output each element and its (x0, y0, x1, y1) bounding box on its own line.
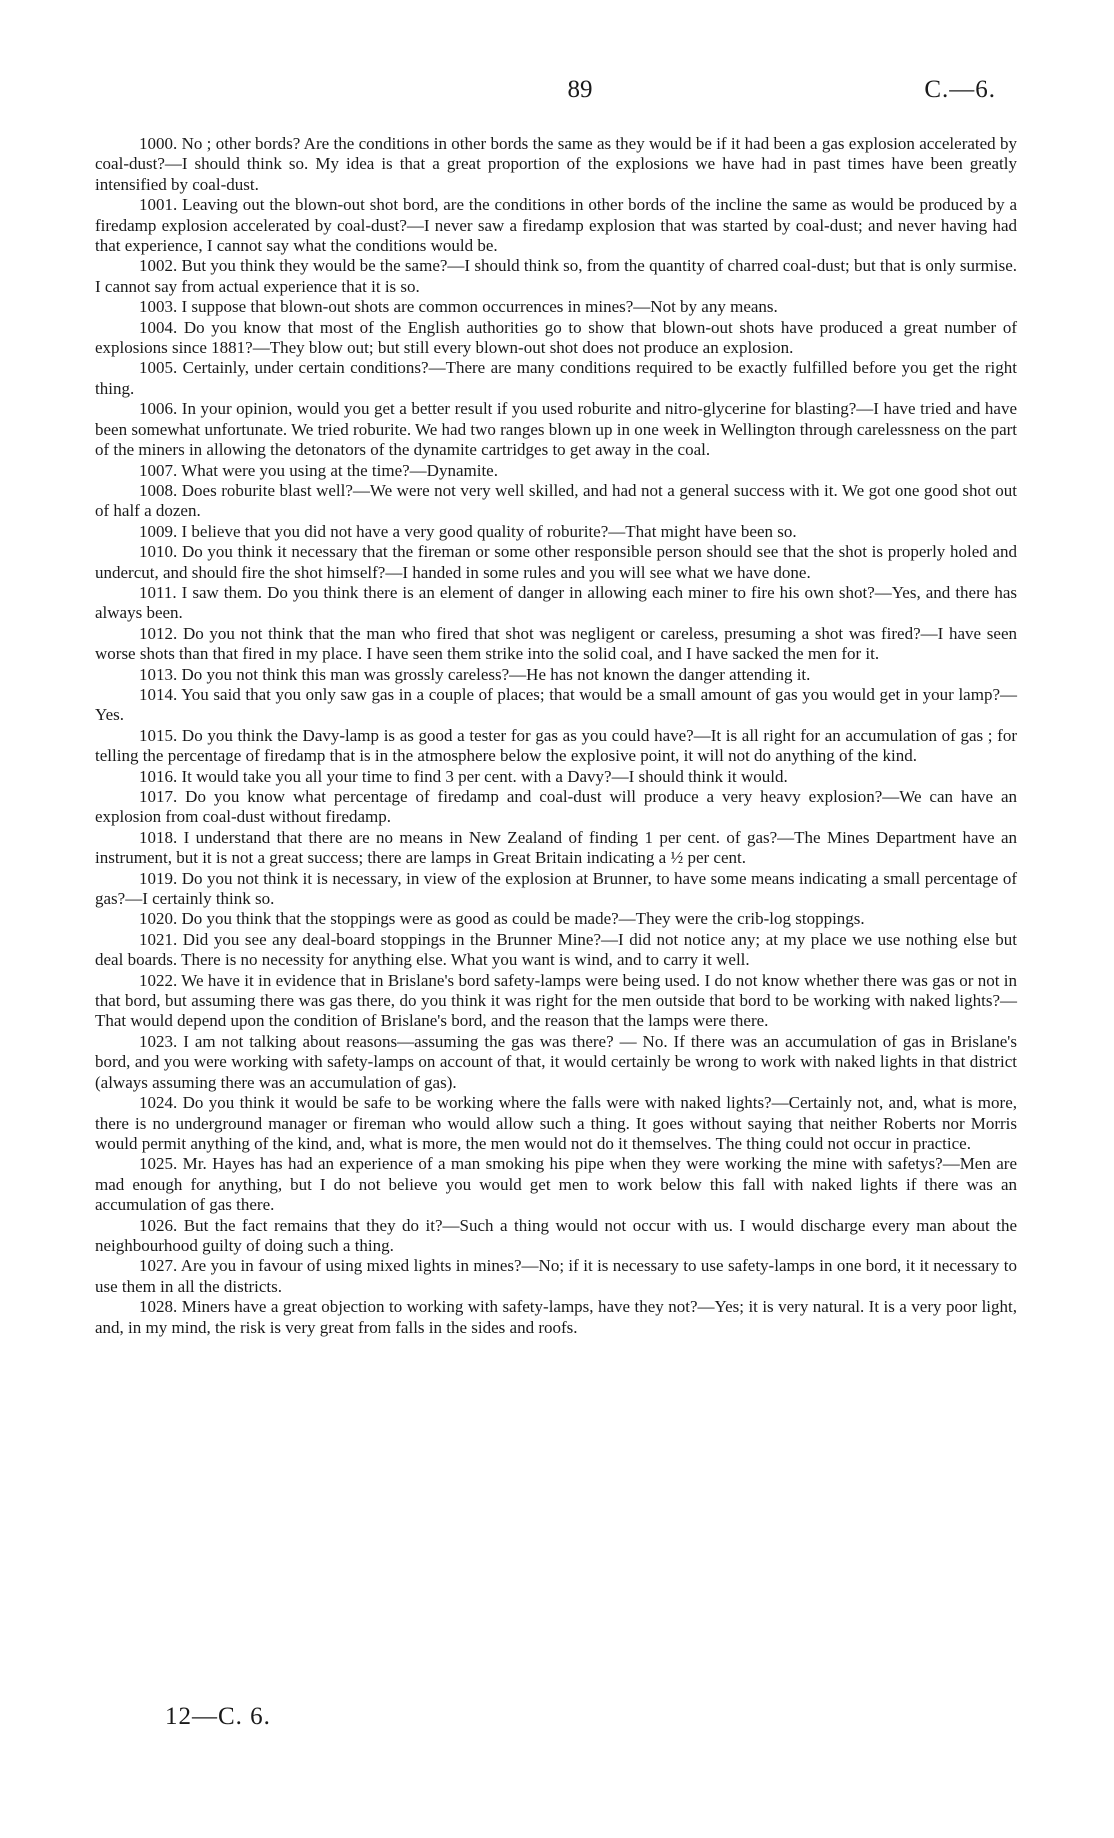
paragraph: 1028. Miners have a great objection to working with safety-lamps, have they not?—Yes; it is very natural. It is a very poor light, and, in my mind, the risk is very great from falls in the sides and roofs. (95, 1297, 1017, 1337)
paragraph: 1020. Do you think that the stoppings were as good as could be made?—They were the crib-log stoppings. (139, 909, 865, 929)
paragraph: 1002. But you think they would be the same?—I should think so, from the quantity of charred coal-dust; but that is only surmise. I cannot say from actual experience that it is so. (95, 256, 1017, 296)
paragraph: 1009. I believe that you did not have a very good quality of roburite?—That might have been so. (139, 521, 797, 541)
paragraph: 1005. Certainly, under certain conditions?—There are many conditions required to be exactly fulfilled before you get the right thing. (95, 358, 1017, 398)
page-number: 89 (567, 76, 593, 103)
paragraph: 1017. Do you know what percentage of firedamp and coal-dust will produce a very heavy explosion?—We can have an explosion from coal-dust without firedamp. (95, 787, 1017, 827)
paragraph: 1019. Do you not think it is necessary, in view of the explosion at Brunner, to have some means indicating a small percentage of gas?—I certainly think so. (95, 868, 1017, 909)
paragraph: 1003. I suppose that blown-out shots are common occurrences in mines?—Not by any means. (139, 297, 778, 317)
paragraph: 1010. Do you think it necessary that the fireman or some other responsible person should see that the shot is properly holed and undercut, and should fire the shot himself?—I handed in some rules and you will see what we have done. (95, 542, 1017, 582)
paragraph: 1000. No ; other bords? Are the conditions in other bords the same as they would be if it had been a gas explosion accelerated by coal-dust?—I should think so. My idea is that a great proportion of the explosions we have had in past times have been greatly intensified by coal-dust. (95, 134, 1017, 194)
paragraph: 1027. Are you in favour of using mixed lights in mines?—No; if it is necessary to use safety-lamps in one bord, it it necessary to use them in all the districts. (95, 1256, 1017, 1296)
paragraph: 1022. We have it in evidence that in Brislane's bord safety-lamps were being used. I do not know whether there was gas or not in that bord, but assuming there was gas there, do you think it was right for the men outside that bord to be working with naked lights?—That would depend upon the condition of Brislane's bord, and the reason that the lamps were there. (95, 970, 1017, 1031)
paragraph: 1007. What were you using at the time?—Dynamite. (139, 460, 498, 480)
paragraph: 1023. I am not talking about reasons—assuming the gas was there? — No. If there was an accumulation of gas in Brislane's bord, and you were working with safety-lamps on account of that, it would certainly be wrong to work with naked lights in that district (always assuming there was an accumulation of gas). (95, 1031, 1017, 1092)
paragraph: 1001. Leaving out the blown-out shot bord, are the conditions in other bords of the incline the same as would be produced by a firedamp explosion accelerated by coal-dust?—I never saw a firedamp explosion that was started by coal-dust; and never having had that experience, I cannot say what the conditions would be. (95, 195, 1017, 256)
paragraph: 1006. In your opinion, would you get a better result if you used roburite and nitro-glycerine for blasting?—I have tried and have been somewhat unfortunate. We tried roburite. We had two ranges blown up in one week in Wellington through carelessness on the part of the miners in allowing the detonators of the dynamite cartridges to get away in the coal. (95, 399, 1017, 460)
paragraph: 1013. Do you not think this man was grossly careless?—He has not known the danger attending it. (139, 664, 811, 684)
document-code: C.—6. (924, 76, 996, 103)
paragraph: 1018. I understand that there are no means in New Zealand of finding 1 per cent. of gas?—The Mines Department have an instrument, but it is not a great success; there are lamps in Great Britain indicating a ½ per cent. (95, 827, 1017, 868)
paragraph: 1011. I saw them. Do you think there is an element of danger in allowing each miner to fire his own shot?—Yes, and there has always been. (95, 582, 1017, 623)
paragraph: 1012. Do you not think that the man who fired that shot was negligent or careless, presuming a shot was fired?—I have seen worse shots than that fired in my place. I have seen them strike into the solid coal, and I have sacked the men for it. (95, 623, 1017, 664)
paragraph: 1024. Do you think it would be safe to be working where the falls were with naked lights?—Certainly not, and, what is more, there is no underground manager or fireman who would allow such a thing. It goes without saying that neither Roberts nor Morris would permit anything of the kind, and, what is more, the men would not do it themselves. The thing could not occur in practice. (95, 1093, 1017, 1153)
paragraph: 1014. You said that you only saw gas in a couple of places; that would be a small amount of gas you would get in your lamp?—Yes. (95, 684, 1017, 725)
paragraph: 1026. But the fact remains that they do it?—Such a thing would not occur with us. I would discharge every man about the neighbourhood guilty of doing such a thing. (95, 1215, 1017, 1255)
paragraph: 1025. Mr. Hayes has had an experience of a man smoking his pipe when they were working the mine with safetys?—Men are mad enough for anything, but I do not believe you would get men to work below this fall with naked lights if there was an accumulation of gas there. (95, 1154, 1017, 1215)
paragraph: 1021. Did you see any deal-board stoppings in the Brunner Mine?—I did not notice any; at my place we use nothing else but deal boards. There is no necessity for anything else. What you want is wind, and to carry it well. (95, 929, 1017, 970)
paragraph: 1004. Do you know that most of the English authorities go to show that blown-out shots have produced a great number of explosions since 1881?—They blow out; but still every blown-out shot does not produce an explosion. (95, 317, 1017, 358)
paragraph: 1008. Does roburite blast well?—We were not very well skilled, and had not a general success with it. We got one good shot out of half a dozen. (95, 480, 1017, 521)
paragraph: 1015. Do you think the Davy-lamp is as good a tester for gas as you could have?—It is all right for an accumulation of gas ; for telling the percentage of firedamp that is in the atmosphere below the explosive point, it will not do anything of the kind. (95, 725, 1017, 766)
body-text (95, 134, 1017, 1338)
footer-signature: 12—C. 6. (165, 1703, 271, 1730)
paragraph: 1016. It would take you all your time to find 3 per cent. with a Davy?—I should think it would. (139, 766, 788, 786)
